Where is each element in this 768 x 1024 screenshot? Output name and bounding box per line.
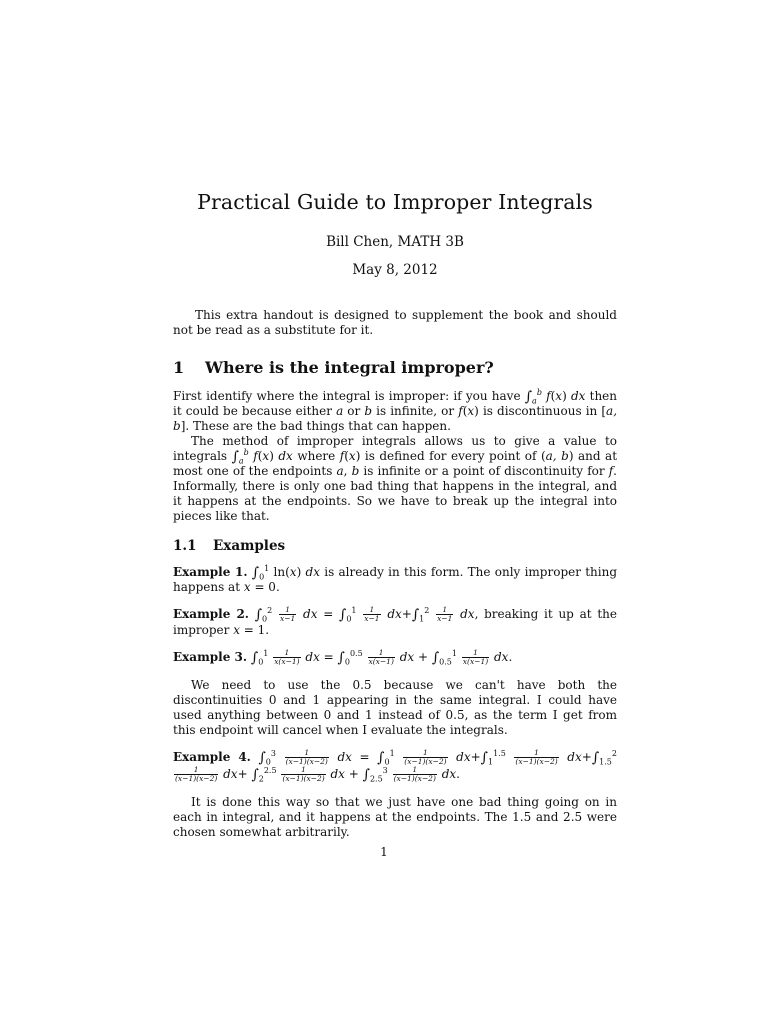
paragraph-2: The method of improper integrals allows us to give a value to integrals $\int_a^b$ f(x) dx where f(x) is defined for every point of (a, b) and at most one of the endpoints a, b is infinite or a point of discontinuity for f. Informally, there is only one bad thing that happens in the integral, and it happens at the endpoints. So we have to break up the integral into pieces like that. [173,434,618,523]
example-1-label: Example 1. [173,565,248,579]
paper-title: Practical Guide to Improper Integrals [197,190,593,214]
example-4: Example 4. $\int_0^3$ $\frac{1}{(x-1)(x-2)}$ dx = $\int_0^1$ $\frac{1}{(x-1)(x-2)}$ $dx+\int_1^{1.5}$ $\frac{1}{(x-1)(x-2)}$ $dx+\int_{1.5}^2$ $\frac{1}{(x-1)(x-2)}$ $dx+ \int_2^{2.5}$ $\frac{1}{(x-1)(x-2)}$ dx + $\int_{2.5}^3$ $\frac{1}{(x-1)(x-2)}$ dx. [173,748,617,784]
page-number: 1 [380,845,388,859]
subsection-number: 1.1 [173,538,197,554]
paragraph-1: First identify where the integral is improper: if you have $\int_a^b$ f(x) dx then it could be because either a or b is infinite, or f(x) is discontinuous in [a, b]. These are the bad things that can happen. [173,388,618,433]
section-heading [173,358,617,377]
example-3: Example 3. $\int_0^1$ $\frac{1}{x(x-1)}$ dx = $\int_0^{0.5}$ $\frac{1}{x(x-1)}$ dx + $\int_{0.5}^1$ $\frac{1}{x(x-1)}$ dx. [173,648,513,667]
author-line: Bill Chen, MATH 3B [326,234,464,250]
subsection-heading [173,538,617,554]
example-2: Example 2. $\int_0^2$ $\frac{1}{x-1}$ dx = $\int_0^1$ $\frac{1}{x-1}$ $dx+\int_1^2$ $\frac{1}{x-1}$ dx, breaking it up at the improper x = 1. [173,605,617,637]
date-line: May 8, 2012 [352,262,438,278]
example-2-label: Example 2. [173,607,249,621]
page-content [173,190,617,840]
example-4-label: Example 4. [173,750,251,764]
paragraph-3: We need to use the 0.5 because we can't have both the discontinuities 0 and 1 appearing in the same integral. I could have used anything between 0 and 1 instead of 0.5, as the term I get from this endpoint will cancel when I evaluate the integrals. [173,678,617,737]
paragraph-4: It is done this way so that we just have one bad thing going on in each in integral, and it happens at the endpoints. The 1.5 and 2.5 were chosen somewhat arbitrarily. [173,795,617,839]
example-1: Example 1. $\int_0^1$ ln(x) dx is already in this form. The only improper thing happens at x = 0. [173,564,618,594]
example-3-label: Example 3. [173,650,248,664]
section-number: 1 [173,358,185,377]
section-title: Where is the integral improper? [205,358,494,377]
abstract: This extra handout is designed to supplement the book and should not be read as a substitute for it. [173,308,617,337]
subsection-title: Examples [213,538,286,554]
